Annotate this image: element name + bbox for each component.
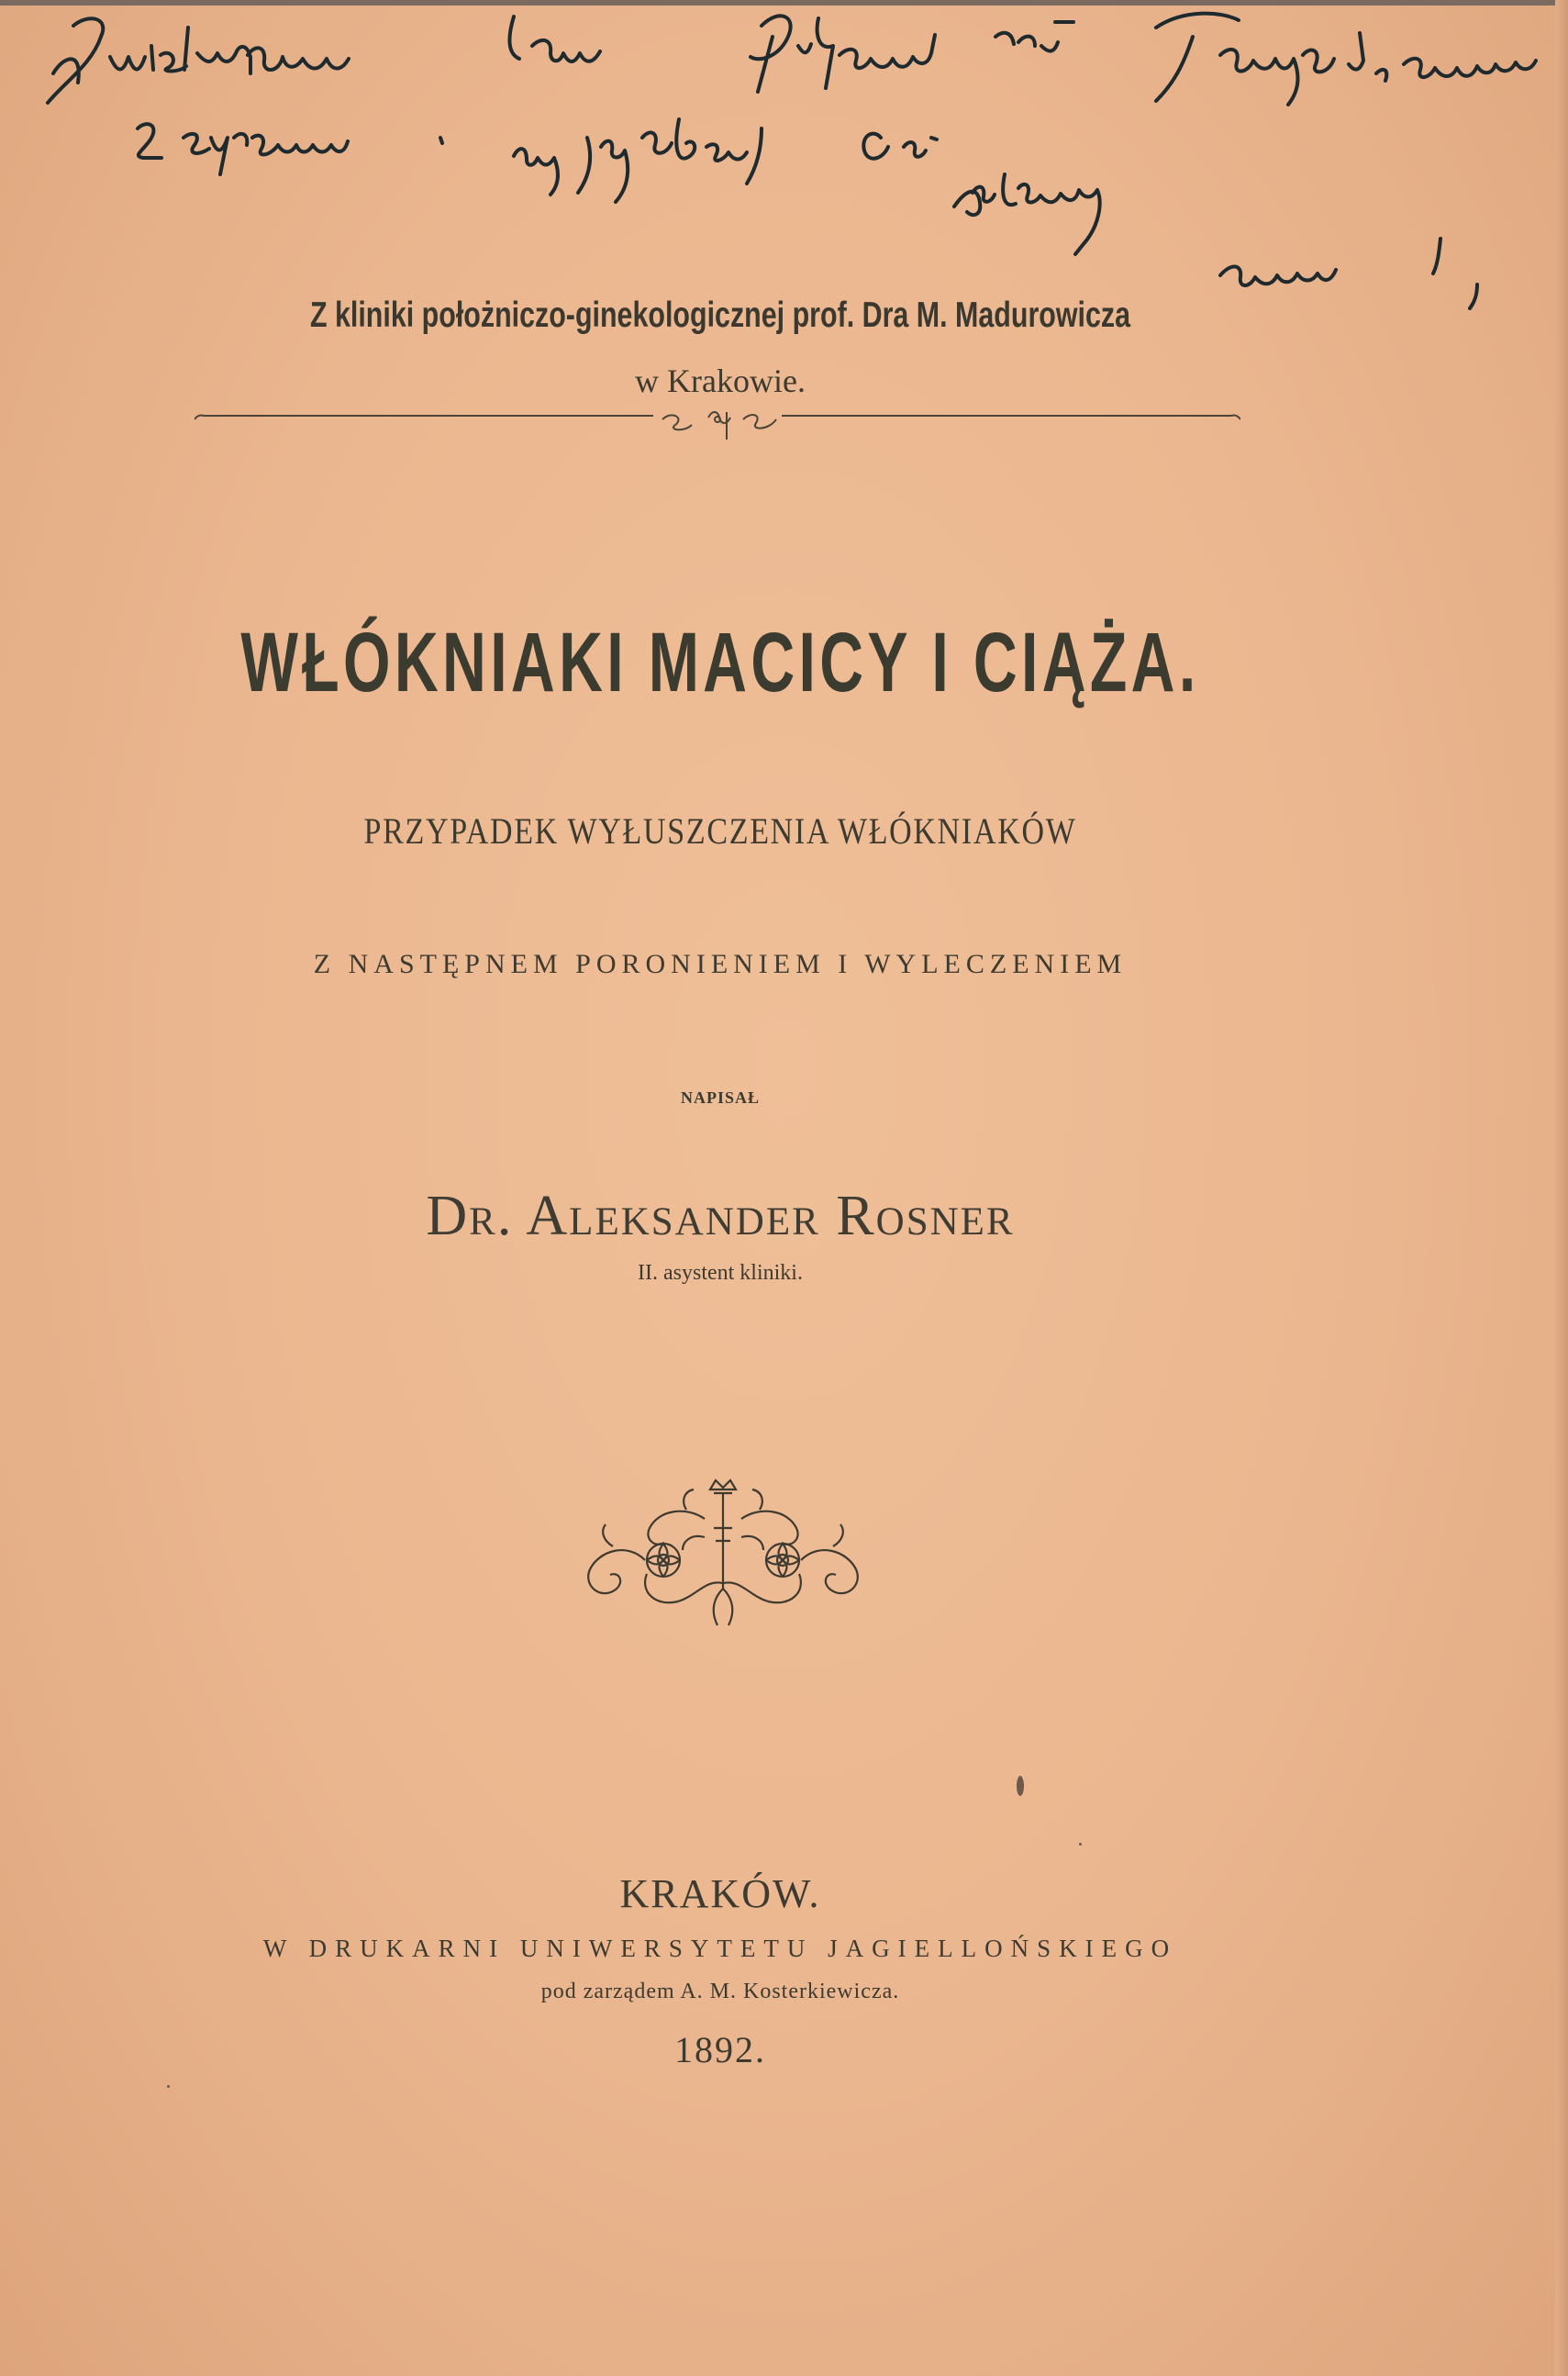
book-title: WŁÓKNIAKI MACICY I CIĄŻA. bbox=[240, 616, 1200, 709]
floral-ornament-icon bbox=[576, 1473, 870, 1634]
clinic-heading: Z kliniki położniczo-ginekologicznej prof. Dra M. Madurowicza bbox=[309, 296, 1131, 335]
byline-label: NAPISAŁ bbox=[680, 1088, 760, 1107]
decorative-rule bbox=[195, 408, 1240, 445]
clinic-city: w Krakowie. bbox=[635, 363, 806, 399]
imprint-printer: W DRUKARNI UNIWERSYTETU JAGIELLOŃSKIEGO bbox=[262, 1935, 1178, 1962]
paper-blemish bbox=[1079, 1843, 1082, 1846]
subtitle-line-1: PRZYPADEK WYŁUSZCZENIA WŁÓKNIAKÓW bbox=[363, 810, 1077, 852]
author-name: Dr. Aleksander Rosner bbox=[426, 1185, 1015, 1247]
imprint-place: KRAKÓW. bbox=[619, 1871, 821, 1916]
imprint-manager: pod zarządem A. M. Kosterkiewicza. bbox=[540, 1980, 900, 2003]
subtitle-line-2: Z NASTĘPNEM PORONIENIEM I WYLECZENIEM bbox=[313, 949, 1128, 979]
page-right-edge bbox=[1555, 0, 1568, 2376]
imprint-year: 1892. bbox=[674, 2029, 766, 2070]
author-role: II. asystent kliniki. bbox=[638, 1261, 803, 1285]
paper-blemish bbox=[1017, 1776, 1024, 1796]
paper-blemish bbox=[167, 2085, 170, 2088]
